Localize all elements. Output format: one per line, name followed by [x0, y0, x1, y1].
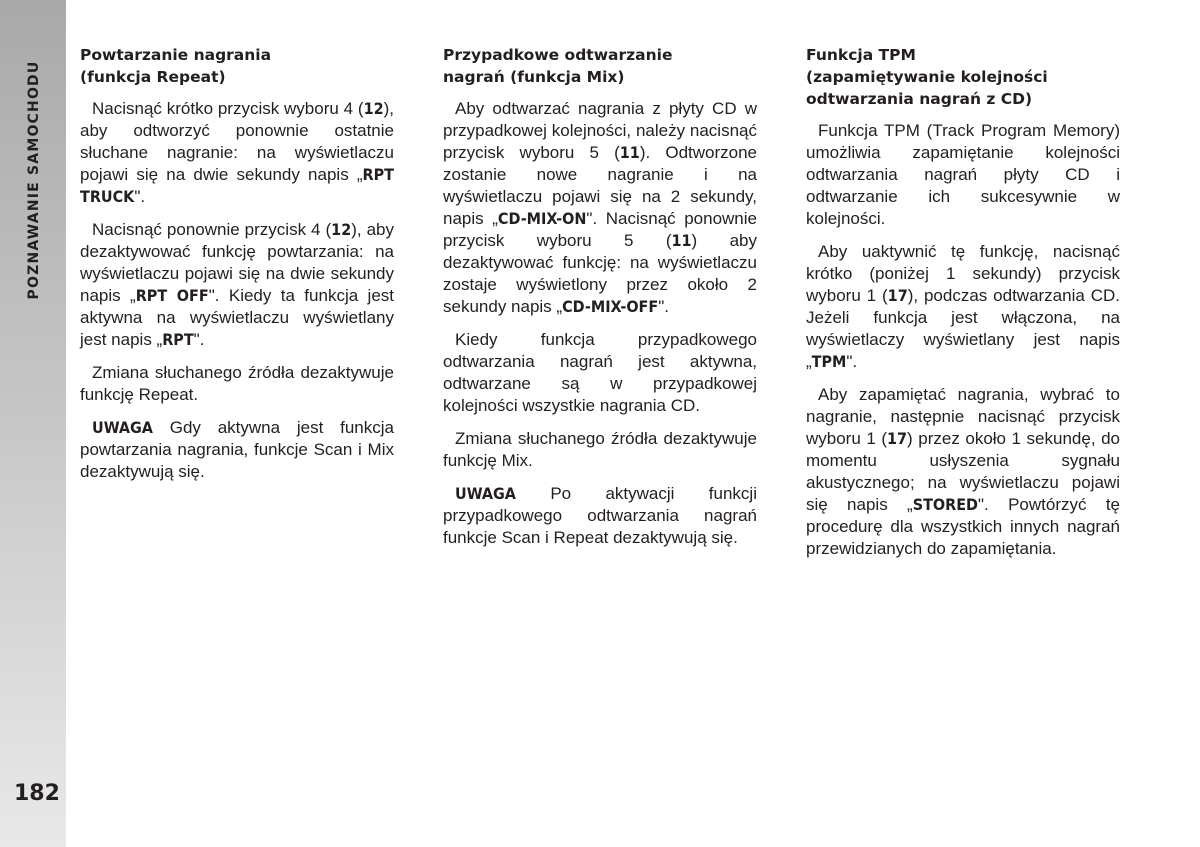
column-body [80, 98, 394, 483]
paragraph: Aby odtwarzać nagrania z płyty CD w przypadkowej kolejności, należy nacisnąć przycisk wyboru 5 (11). Odtworzone zostanie nowe nagranie i na wyświetlaczu pojawi się na 2 sekundy, napis „CD-MIX-ON". Nacisnąć ponownie przycisk wyboru 5 (11) aby dezaktywować funkcję: na wyświetlaczu zostaje wyświetlony przez około 2 sekundy napis „CD-MIX-OFF". [443, 99, 758, 316]
emphasis: RPT TRUCK [80, 165, 394, 206]
emphasis: RPT OFF [135, 286, 209, 305]
page-number: 182 [14, 781, 60, 806]
paragraph: Nacisnąć ponownie przycisk 4 (12), aby dezaktywować funkcję powtarzania: na wyświetlaczu pojawi się na dwie sekundy napis „RPT OFF". Kiedy ta funkcja jest aktywna na wyświetlaczu wyświetlany jest napis „RPT". [80, 220, 395, 349]
paragraph: UWAGA Po aktywacji funkcji przypadkowego odtwarzania nagrań funkcje Scan i Repeat dezaktywują się. [443, 484, 757, 547]
heading-mix: Przypadkowe odtwarzanie nagrań (funkcja Mix) [443, 46, 673, 86]
heading-repeat: Powtarzanie nagrania (funkcja Repeat) [80, 46, 272, 86]
paragraph: UWAGA Gdy aktywna jest funkcja powtarzania nagrania, funkcje Scan i Mix dezaktywują się. [80, 418, 394, 481]
paragraph: Funkcja TPM (Track Program Memory) umożliwia zapamiętanie kolejności odtwarzania nagrań płyty CD i odtwarzanie ich sukcesywnie w kolejności. [806, 121, 1120, 228]
paragraph: Nacisnąć krótko przycisk wyboru 4 (12), aby odtworzyć ponownie ostatnie słuchane nagranie: na wyświetlaczu pojawi się na dwie sekundy napis „RPT TRUCK". [80, 99, 394, 206]
emphasis: TPM [811, 352, 847, 371]
emphasis: CD-MIX-OFF [562, 297, 659, 316]
column-tpm [806, 44, 1120, 571]
emphasis: 12 [363, 99, 384, 118]
heading-tpm: Funkcja TPM (zapamiętywanie kolejności odtwarzania nagrań z CD) [806, 46, 1048, 108]
column-mix [443, 44, 757, 560]
column-body [806, 120, 1120, 560]
emphasis: UWAGA [455, 484, 516, 503]
emphasis: STORED [912, 495, 978, 514]
emphasis: CD-MIX-ON [497, 209, 587, 228]
paragraph: Zmiana słuchanego źródła dezaktywuje funkcję Repeat. [80, 363, 394, 404]
paragraph: Aby zapamiętać nagrania, wybrać to nagranie, następnie nacisnąć przycisk wyboru 1 (17) przez około 1 sekundę, do momentu usłyszenia sygnału akustycznego; na wyświetlaczu pojawi się napis „STORED". Powtórzyć tę procedurę dla wszystkich innych nagrań przewidzianych do zapamiętania. [806, 385, 1121, 558]
emphasis: 11 [619, 143, 640, 162]
column-body [443, 98, 757, 549]
paragraph: Aby uaktywnić tę funkcję, nacisnąć krótko (poniżej 1 sekundy) przycisk wyboru 1 (17), podczas odtwarzania CD. Jeżeli funkcja jest włączona, na wyświetlaczy wyświetlany jest napis „TPM". [806, 242, 1120, 371]
section-label: POZNAWANIE SAMOCHODU [26, 60, 42, 300]
emphasis: 11 [671, 231, 692, 250]
paragraph: Kiedy funkcja przypadkowego odtwarzania nagrań jest aktywna, odtwarzane są w przypadkowej kolejności wszystkie nagrania CD. [443, 330, 757, 415]
emphasis: RPT [162, 330, 194, 349]
emphasis: 17 [887, 286, 908, 305]
side-band [0, 0, 66, 847]
column-repeat [80, 44, 394, 494]
emphasis: 17 [887, 429, 908, 448]
emphasis: 12 [331, 220, 352, 239]
paragraph: Zmiana słuchanego źródła dezaktywuje funkcję Mix. [443, 429, 757, 470]
emphasis: UWAGA [92, 418, 153, 437]
